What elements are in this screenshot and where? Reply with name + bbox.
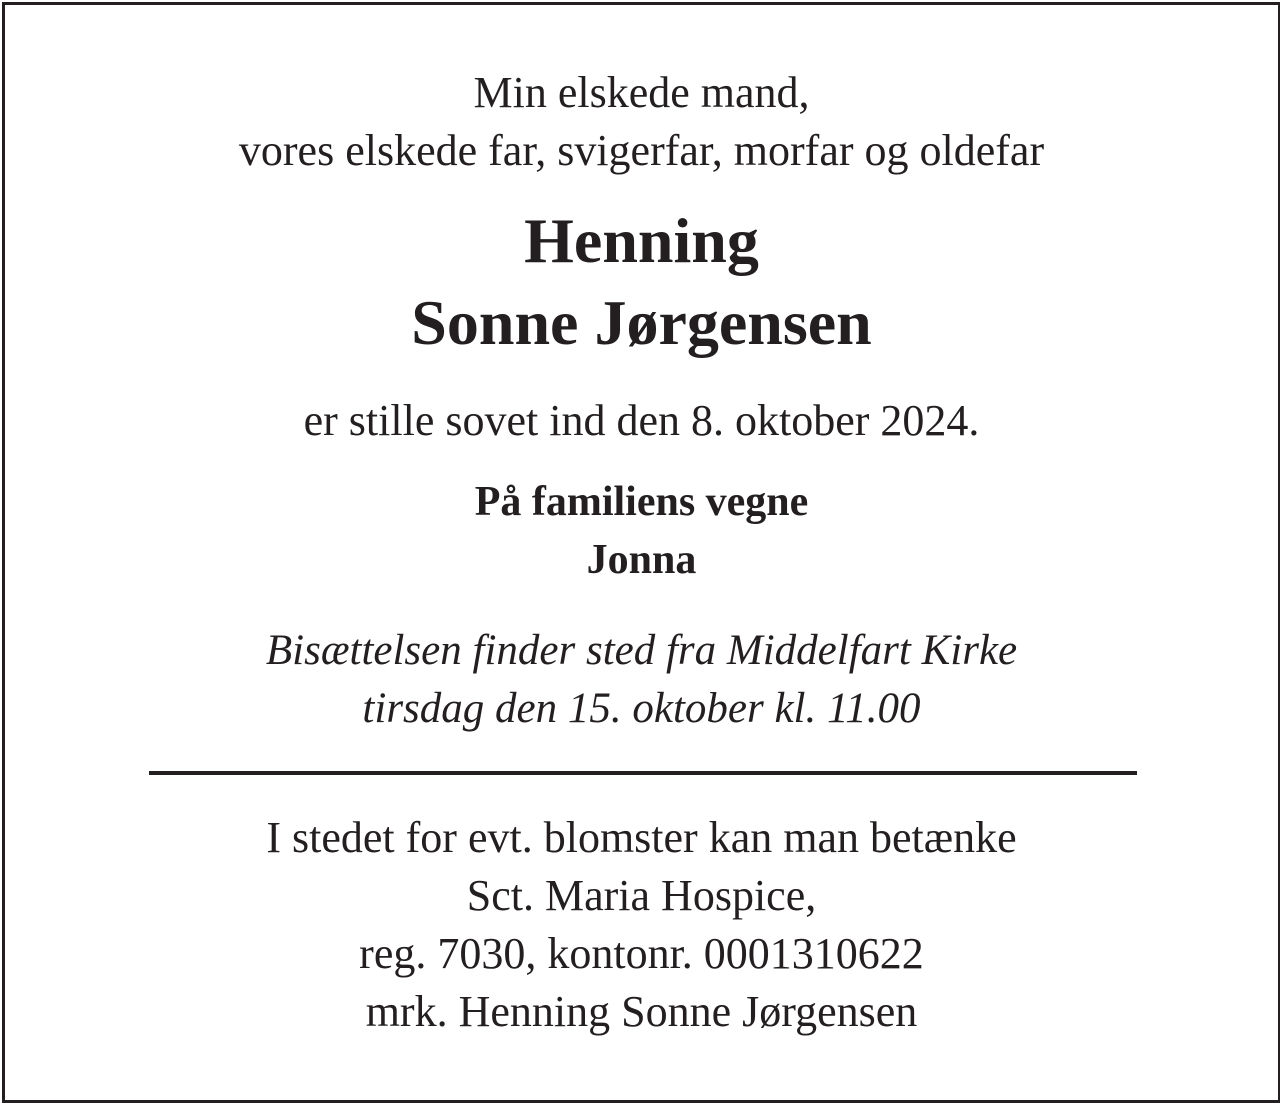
- passing-statement: er stille sovet ind den 8. oktober 2024.: [303, 396, 980, 445]
- obituary-notice: [5, 5, 1278, 1100]
- donation-line-3: reg. 7030, kontonr. 0001310622: [359, 929, 924, 978]
- signature-line-2: Jonna: [586, 537, 697, 583]
- intro-line-1: Min elskede mand,: [473, 68, 810, 117]
- signature-line-1: På familiens vegne: [474, 479, 809, 525]
- funeral-line-1: Bisættelsen finder sted fra Middelfart Kirke: [265, 627, 1018, 674]
- funeral-line-2: tirsdag den 15. oktober kl. 11.00: [362, 685, 921, 732]
- donation-line-4: mrk. Henning Sonne Jørgensen: [365, 987, 918, 1036]
- intro-line-2: vores elskede far, svigerfar, morfar og oldefar: [238, 126, 1045, 175]
- divider-rule: [149, 771, 1137, 775]
- deceased-first-name: Henning: [524, 205, 759, 276]
- donation-line-2: Sct. Maria Hospice,: [466, 871, 817, 920]
- deceased-surname: Sonne Jørgensen: [411, 287, 872, 358]
- donation-line-1: I stedet for evt. blomster kan man betænke: [266, 813, 1017, 862]
- obituary-frame: [2, 2, 1280, 1103]
